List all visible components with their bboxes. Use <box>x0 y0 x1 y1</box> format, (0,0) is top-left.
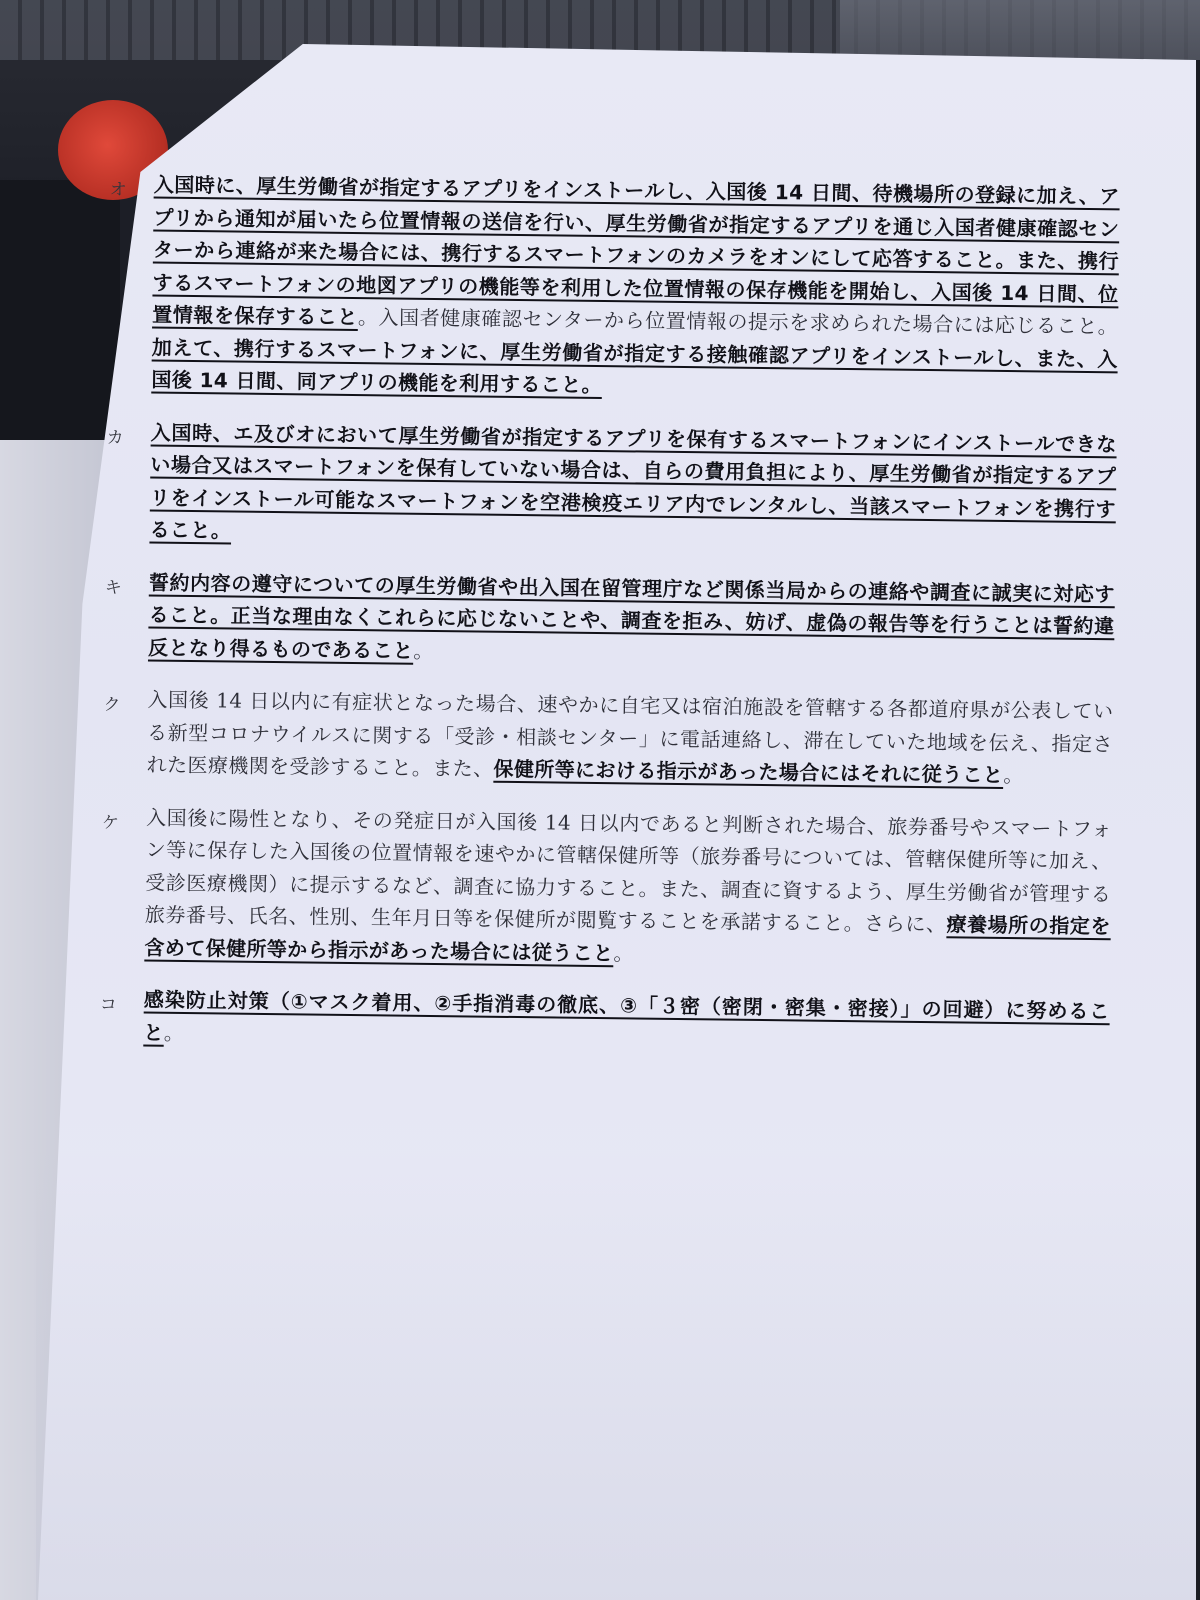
item-text <box>147 683 1114 792</box>
text-plain: 入国後 14 日以内に有症状となった場合、速やかに自宅又は宿泊施設を管轄する各都道府県が公表している新型コロナウイルスに関する「受診・相談センター」に電話連絡し、滞在していた地域を伝え、指定された医療機関を受診すること。また、 <box>146 687 1114 781</box>
item-label: キ <box>104 577 122 598</box>
text-bold-underlined: 入国時に、厚生労働省が指定するアプリをインストールし、入国後 14 日間、待機場所の登録に加え、アプリから通知が届いたら位置情報の送信を行い、厚生労働省が指定するアプリを通じ入国者健康確認センターから連絡が来た場合には、携行するスマートフォンのカメラをオンにして応答すること。また、携行するスマートフォンの地図アプリの機能等を利用した位置情報の保存機能を開始し、入国後 14 日間、位置情報を保存すること <box>152 172 1120 330</box>
item-text <box>149 416 1117 558</box>
list-item-o <box>107 168 1120 408</box>
text-bold-underlined: 入国時、エ及びオにおいて厚生労働省が指定するアプリを保有するスマートフォンにインストールできない場合又はスマートフォンを保有していない場合は、自らの費用負担により、厚生労働省が指定するアプリをインストール可能なスマートフォンを空港検疫エリア内でレンタルし、当該スマートフォンを携行すること。 <box>149 420 1117 543</box>
background-shadow-left <box>0 180 120 470</box>
item-label: ケ <box>101 812 120 833</box>
item-text <box>144 801 1112 975</box>
document-body <box>99 168 1120 1080</box>
text-bold-underlined: 療養場所の指定を含めて保健所等から指示があった場合には従うこと <box>144 912 1111 965</box>
text-plain: 。入国者健康確認センターから位置情報の提示を求められた場合には応じること。 <box>357 305 1119 339</box>
text-bold-underlined: 加えて、携行するスマートフォンに、厚生労働省が指定する接触確認アプリをインストールし、また、入国後 14 日間、同アプリの機能を利用すること。 <box>151 335 1118 398</box>
list-item-ko <box>99 983 1110 1060</box>
list-item-ka <box>105 415 1117 557</box>
list-item-ke <box>100 800 1112 975</box>
paper-lower-shade <box>36 1150 1196 1600</box>
item-label: カ <box>106 427 124 448</box>
text-plain: 入国後に陽性となり、その発症日が入国後 14 日以内であると判断された場合、旅券番号やスマートフォン等に保存した入国後の位置情報を速やかに管轄保健所等（旅券番号については、管轄保健所等に加え、受診医療機関）に提示するなど、調査に協力すること。また、調査に資するよう、厚生労働省が管理する旅券番号、氏名、性別、生年月日等を保健所が閲覧することを承諾すること。さらに、 <box>144 804 1113 937</box>
text-bold-underlined: 誓約内容の遵守についての厚生労働省や出入国在留管理庁など関係当局からの連絡や調査に誠実に対応すること。正当な理由なくこれらに応じないことや、調査を拒み、妨げ、虚偽の報告等を行うことは誓約違反となり得るものであること <box>148 570 1116 663</box>
item-label: オ <box>109 179 127 201</box>
text-plain: 。 <box>413 638 434 663</box>
item-label: ク <box>103 694 121 716</box>
text-plain: 。 <box>163 1020 185 1045</box>
text-bold-underlined: 感染防止対策（①マスク着用、②手指消毒の徹底、③「３密（密閉・密集・密接）」の回避）に努めること <box>143 987 1110 1045</box>
item-text <box>148 566 1115 675</box>
item-text <box>151 169 1120 408</box>
text-bold-underlined: 保健所等における指示があった場合にはそれに従うこと <box>493 756 1004 787</box>
text-plain: 。 <box>613 940 635 965</box>
text-plain: 。 <box>1003 762 1024 788</box>
list-item-ki <box>104 565 1115 675</box>
list-item-ku <box>103 683 1114 793</box>
item-text <box>143 983 1110 1060</box>
item-label: コ <box>99 994 117 1016</box>
